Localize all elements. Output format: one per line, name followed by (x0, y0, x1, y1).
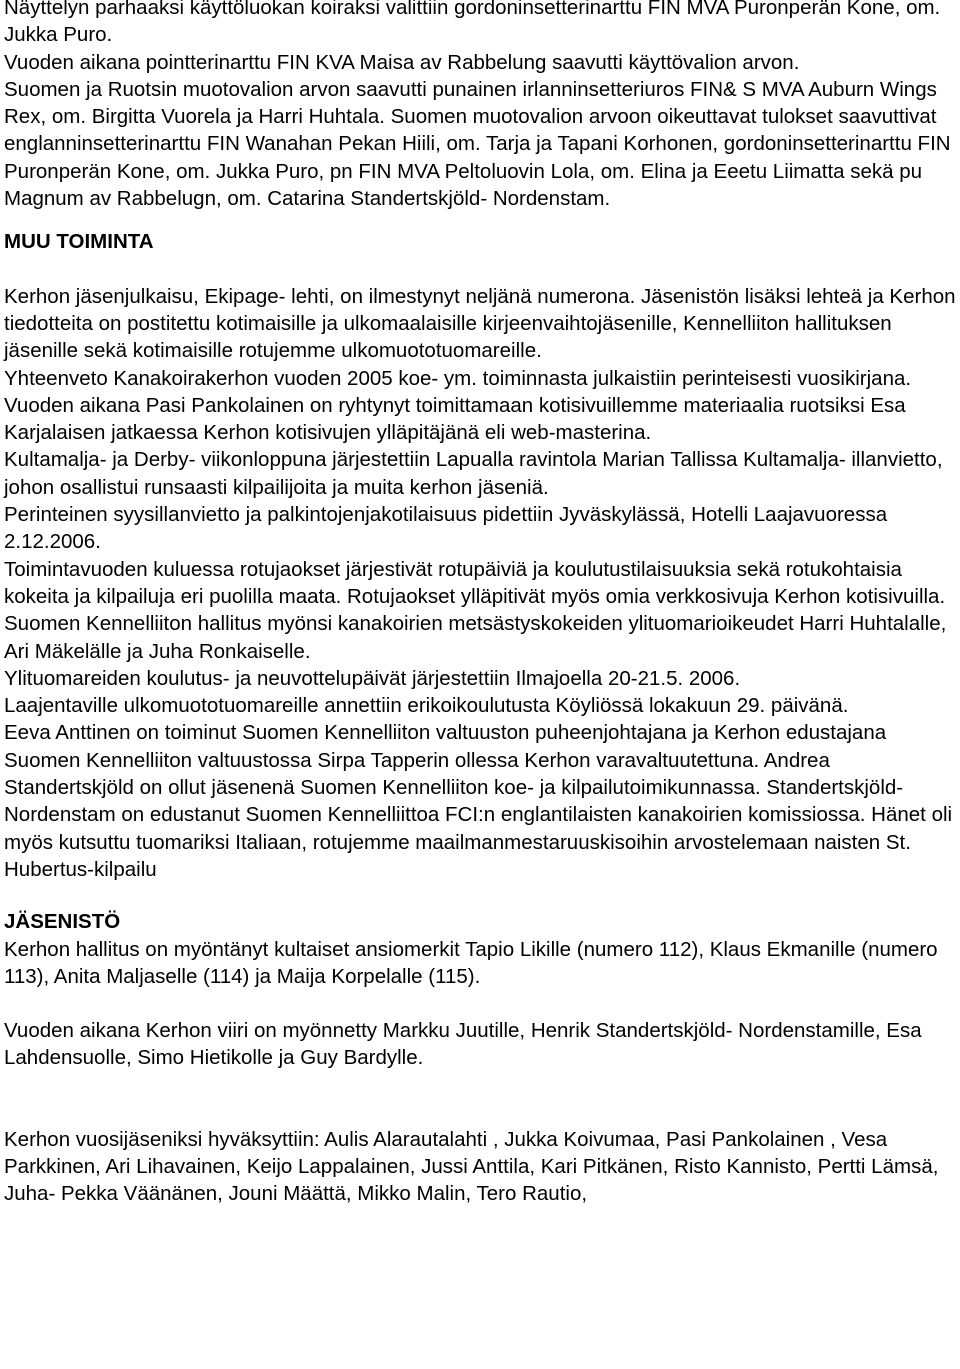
muu-paragraph-1: Kerhon jäsenjulkaisu, Ekipage- lehti, on ilmestynyt neljänä numerona. Jäsenistön lisäksi lehteä ja Kerhon tiedotteita on postitettu kotimaisille ja ulkomaalaisille kirjeenvaihtojäsenille, Kennelliiton hallituksen jäsenille sekä kotimaisille rotujemme ulkomuototuomareille. (4, 284, 956, 363)
intro-paragraph-1: Näyttelyn parhaaksi käyttöluokan koiraksi valittiin gordoninsetterinarttu FIN MVA Puronperän Kone, om. Jukka Puro. (4, 0, 941, 47)
document-page (4, 0, 960, 1208)
muu-toiminta-body (4, 283, 960, 884)
muu-paragraph-9: Laajentaville ulkomuototuomareille annettiin erikoikoulutusta Köyliössä lokakuun 29. päivänä. (4, 694, 849, 718)
jasenisto-paragraph-2: Vuoden aikana Kerhon viiri on myönnetty Markku Juutille, Henrik Standertskjöld- Nordenstamille, Esa Lahdensuolle, Simo Hietikolle ja Guy Bardylle. (4, 1019, 922, 1070)
jasenisto-paragraph-1: Kerhon hallitus on myöntänyt kultaiset ansiomerkit Tapio Likille (numero 112), Klaus Ekmanille (numero 113), Anita Maljaselle (114) ja Maija Korpelalle (115). (4, 937, 938, 988)
intro-paragraph-2: Vuoden aikana pointterinarttu FIN KVA Maisa av Rabbelung saavutti käyttövalion arvon. (4, 50, 800, 74)
muu-paragraph-4: Kultamalja- ja Derby- viikonloppuna järjestettiin Lapualla ravintola Marian Tallissa Kultamalja- illanvietto, johon osallistui runsaasti kilpailijoita ja muita kerhon jäseniä. (4, 448, 943, 499)
muu-paragraph-7: Suomen Kennelliiton hallitus myönsi kanakoirien metsästyskokeiden ylituomarioikeudet Harri Huhtalalle, Ari Mäkelälle ja Juha Ronkaiselle. (4, 612, 947, 663)
muu-paragraph-2: Yhteenveto Kanakoirakerhon vuoden 2005 koe- ym. toiminnasta julkaistiin perinteisesti vuosikirjana. (4, 366, 912, 390)
section-heading-muu-toiminta: MUU TOIMINTA (4, 230, 154, 254)
muu-paragraph-8: Ylituomareiden koulutus- ja neuvottelupäivät järjestettiin Ilmajoella 20-21.5. 2006. (4, 666, 741, 690)
muu-paragraph-10: Eeva Anttinen on toiminut Suomen Kennelliiton valtuuston puheenjohtajana ja Kerhon edustajana Suomen Kennelliiton valtuustossa Sirpa Tapperin ollessa Kerhon varavaltuutettuna. Andrea Standertskjöld on ollut jäsenenä Suomen Kennelliiton koe- ja kilpailutoimikunnassa. Standertskjöld- Nordenstam on edustanut Suomen Kennelliittoa FCI:n englantilaisten kanakoirien komissiossa. Hänet oli myös kutsuttu tuomariksi Italiaan, rotujemme maailmanmestaruuskisoihin arvostelemaan naisten St. Hubertus-kilpailu (4, 721, 953, 881)
muu-paragraph-3: Vuoden aikana Pasi Pankolainen on ryhtynyt toimittamaan kotisivuillemme materiaalia ruotsiksi Esa Karjalaisen jatkaessa Kerhon kotisivujen ylläpitäjänä eli web-masterina. (4, 393, 906, 445)
muu-paragraph-5: Perinteinen syysillanvietto ja palkintojenjakotilaisuus pidettiin Jyväskylässä, Hotelli Laajavuoressa 2.12.2006. (4, 503, 888, 554)
jasenisto-paragraph-3: Kerhon vuosijäseniksi hyväksyttiin: Aulis Alarautalahti , Jukka Koivumaa, Pasi Pankolainen , Vesa Parkkinen, Ari Lihavainen, Keijo Lappalainen, Jussi Anttila, Kari Pitkänen, Risto Kannisto, Pertti Lämsä, Juha- Pekka Väänänen, Jouni Määttä, Mikko Malin, Tero Rautio, (4, 1127, 939, 1206)
section-heading-jasenisto: JÄSENISTÖ (4, 910, 121, 934)
muu-paragraph-6: Toimintavuoden kuluessa rotujaokset järjestivät rotupäiviä ja koulutustilaisuuksia sekä rotukohtaisia kokeita ja kilpailuja eri puolilla maata. Rotujaokset ylläpitivät myös omia verkkosivuja Kerhon kotisivuilla. (4, 557, 946, 608)
intro-paragraph-3: Suomen ja Ruotsin muotovalion arvon saavutti punainen irlanninsetteriuros FIN& S MVA Auburn Wings Rex, om. Birgitta Vuorela ja Harri Huhtala. Suomen muotovalion arvoon oikeuttavat tulokset saavuttivat englanninsetterinarttu FIN Wanahan Pekan Hiili, om. Tarja ja Tapani Korhonen, gordoninsetterinarttu FIN Puronperän Kone, om. Jukka Puro, pn FIN MVA Peltoluovin Lola, om. Elina ja Eeetu Liimatta sekä pu Magnum av Rabbelugn, om. Catarina Standertskjöld- Nordenstam. (4, 77, 951, 211)
